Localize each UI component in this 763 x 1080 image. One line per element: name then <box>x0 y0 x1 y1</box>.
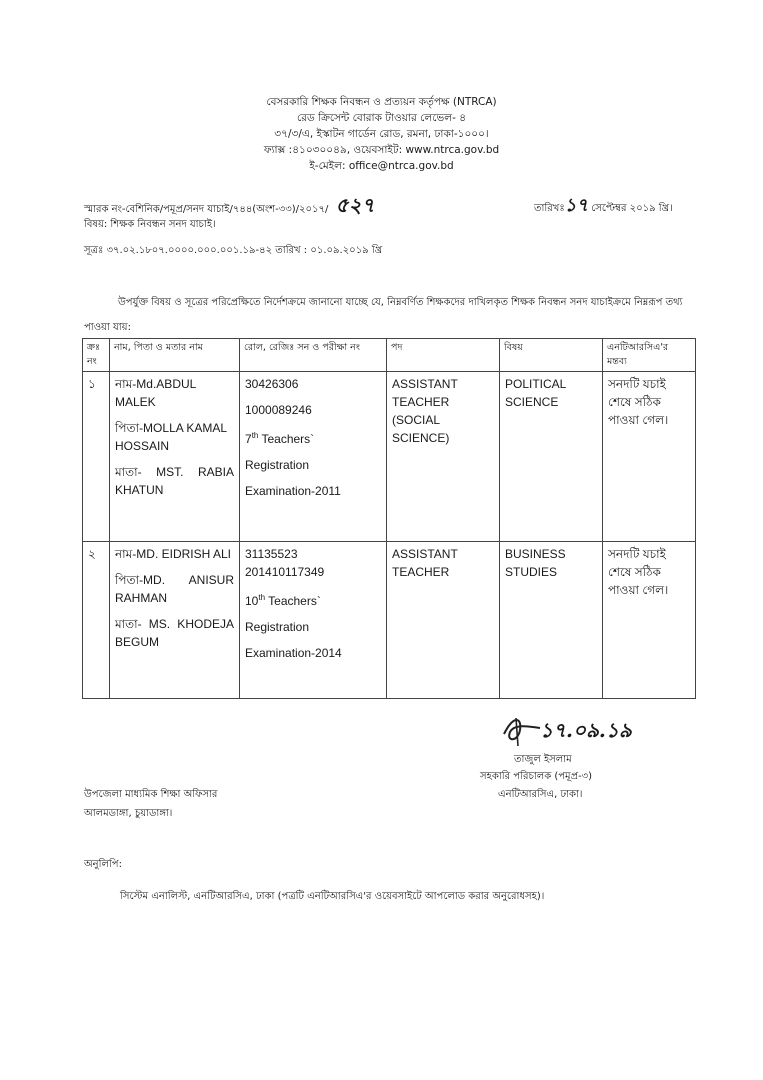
candidate-name: নাম-Md.ABDUL MALEK <box>115 377 196 409</box>
cell-remark: সনদটি যচাই শেষে সঠিক পাওয়া গেল। <box>603 542 696 699</box>
cell-post: ASSISTANT TEACHER <box>387 542 500 699</box>
date-handwritten: ১৭ <box>564 195 589 216</box>
subject-line: বিষয়: শিক্ষক নিবন্ধন সনদ যাচাই। <box>84 219 216 230</box>
father-name: পিতা-MOLLA KAMAL HOSSAIN <box>115 421 227 453</box>
header-remark: এনটিআরসিএ'র মন্তব্য <box>603 339 696 372</box>
candidate-name: নাম-MD. EIDRISH ALI <box>115 547 231 561</box>
header-name: নাম, পিতা ও মতার নাম <box>110 339 240 372</box>
copy-label: অনুলিপি: <box>84 859 122 870</box>
roll-number: 31135523 <box>245 547 298 561</box>
roll-number: 30426306 <box>245 377 299 391</box>
recipient-line-1: উপজেলা মাধ্যমিক শিক্ষা অফিসার <box>84 789 218 800</box>
memo-date <box>534 191 673 222</box>
org-name: বেসরকারি শিক্ষক নিবন্ধন ও প্রত্যয়ন কর্তৃপক্ষ (NTRCA) <box>266 96 497 108</box>
memo-ref-handwritten: ৫২৭ <box>335 193 375 217</box>
registration-number: 201410117349 <box>245 565 325 579</box>
header-subject: বিষয় <box>500 339 603 372</box>
cell-remark: সনদটি যচাই শেষে সঠিক পাওয়া গেল। <box>603 372 696 542</box>
signature-scribble <box>500 712 544 748</box>
fax-website: ফ্যাক্স :৪১০৩০০৪৯, ওয়েবসাইট: www.ntrca.gov.bd <box>263 144 500 156</box>
registration-number: 1000089246 <box>245 403 312 417</box>
table-row <box>83 372 696 542</box>
cell-roll <box>240 372 387 542</box>
exam-title: 10th Teachers` <box>245 593 321 608</box>
exam-line-3: Examination-2014 <box>245 646 342 660</box>
mother-name: মাতা- MS. KHODEJA BEGUM <box>115 617 234 649</box>
header-serial: ক্রঃ নং <box>83 339 110 372</box>
header-roll: রোল, রেজিঃ সন ও পরীক্ষা নং <box>240 339 387 372</box>
table-row <box>83 542 696 699</box>
exam-title: 7th Teachers` <box>245 431 315 446</box>
verification-table <box>82 338 696 699</box>
signatory-org: এনটিআরসিএ, ঢাকা। <box>498 789 583 800</box>
recipient-line-2: আলমডাঙ্গা, চুয়াডাঙ্গা। <box>84 808 173 819</box>
header-post: পদ <box>387 339 500 372</box>
address-line-2: ৩৭/৩/এ, ইস্কাটন গার্ডেন রোড, রমনা, ঢাকা-১০০০। <box>274 128 489 140</box>
date-rest: সেপ্টেম্বর ২০১৯ খ্রি। <box>591 203 673 214</box>
address-line-1: রেড ক্রিসেন্ট বোরাক টাওয়ার লেভেল- ৪ <box>296 112 467 124</box>
source-ref: সূত্রঃ ৩৭.০২.১৮০৭.০০০০.০০০.০০১.১৯-৪২ তারিখ : ০১.০৯.২০১৯ খ্রি <box>84 245 383 256</box>
intro-line-1: উপর্যুক্ত বিষয় ও সূত্রের পরিপ্রেক্ষিতে নির্দেশক্রমে জানানো যাচ্ছে যে, নিম্নবর্ণিত শিক্ষকদের দাখিলকৃত শিক্ষক নিবন্ধন সনদ যাচাইক্রমে নিম্নরূপ তথ্য <box>118 297 683 308</box>
exam-line-2: Registration <box>245 620 310 634</box>
mother-name: মাতা- MST. RABIA KHATUN <box>115 465 234 497</box>
father-name: পিতা-MD. ANISUR RAHMAN <box>115 573 234 605</box>
cell-post: ASSISTANT TEACHER (SOCIAL SCIENCE) <box>387 372 500 542</box>
date-label: তারিখঃ <box>534 203 565 214</box>
cell-subject: POLITICAL SCIENCE <box>500 372 603 542</box>
signatory-name: তাজুল ইসলাম <box>514 754 572 765</box>
cell-names <box>110 542 240 699</box>
table-header-row <box>83 339 696 372</box>
cell-roll <box>240 542 387 699</box>
exam-line-2: Registration <box>245 458 310 472</box>
cell-names <box>110 372 240 542</box>
intro-line-2: পাওয়া যায়: <box>84 322 131 333</box>
exam-line-3: Examination-2011 <box>245 484 341 498</box>
cell-serial: ২ <box>83 542 110 699</box>
email-line: ই-মেইল: office@ntrca.gov.bd <box>309 160 454 172</box>
copy-line: সিস্টেম এনালিস্ট, এনটিআরসিএ, ঢাকা (পত্রটি এনটিআরসিএ'র ওয়েবসাইটে আপলোড করার অনুরোধসহ)। <box>120 891 545 902</box>
signatory-title: সহকারি পরিচালক (পমূপ্র-৩) <box>480 771 593 782</box>
memo-ref-text: স্মারক নং-বেশিনিক/পমূপ্র/সনদ যাচাই/৭৪৪(অংশ-৩৩)/২০১৭/ <box>84 204 329 215</box>
cell-serial: ১ <box>83 372 110 542</box>
signature-date-handwritten: ১৭.০৯.১৯ <box>540 718 632 742</box>
cell-subject: BUSINESS STUDIES <box>500 542 603 699</box>
letterhead <box>0 94 763 174</box>
